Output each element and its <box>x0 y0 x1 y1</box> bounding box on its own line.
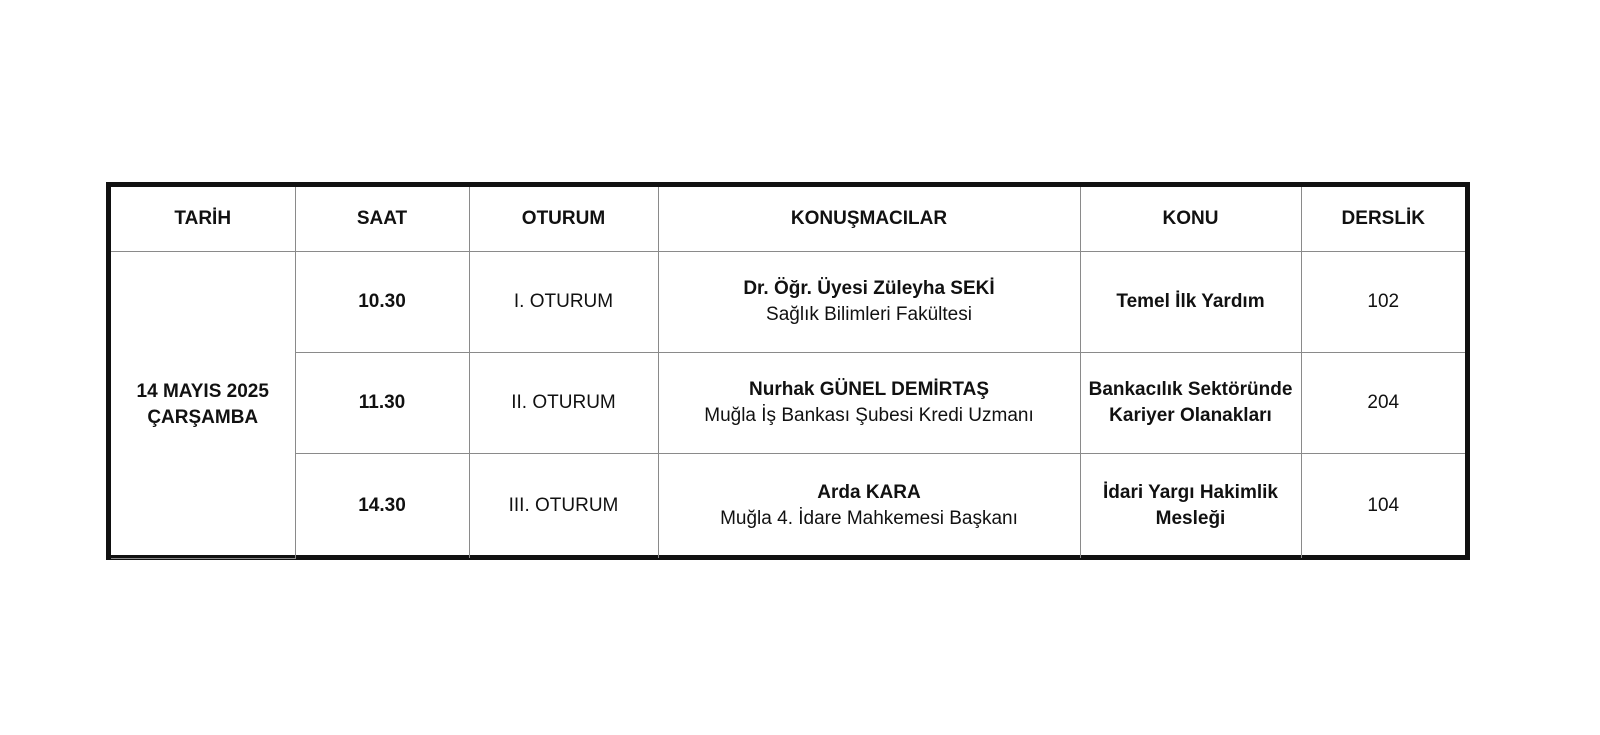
time-cell: 10.30 <box>295 252 469 353</box>
schedule-table-frame <box>106 182 1470 560</box>
classroom-cell: 204 <box>1301 353 1465 454</box>
header-konu: KONU <box>1080 187 1301 252</box>
topic-line: Bankacılık Sektöründe <box>1088 379 1293 400</box>
topic-line: Mesleği <box>1155 508 1226 529</box>
time-cell: 14.30 <box>295 454 469 559</box>
speaker-name: Arda KARA <box>817 482 921 503</box>
topic-line: Kariyer Olanakları <box>1109 405 1272 426</box>
speaker-cell <box>658 353 1080 454</box>
table-row <box>111 454 1465 559</box>
speaker-cell <box>658 454 1080 559</box>
topic-cell <box>1080 353 1301 454</box>
table-row <box>111 252 1465 353</box>
topic-line: Temel İlk Yardım <box>1116 291 1265 312</box>
date-line: 14 MAYIS 2025 <box>136 380 269 402</box>
session-cell: II. OTURUM <box>469 353 658 454</box>
speaker-name: Dr. Öğr. Üyesi Züleyha SEKİ <box>743 278 995 299</box>
speaker-title: Sağlık Bilimleri Fakültesi <box>766 304 972 325</box>
schedule-table <box>111 187 1465 559</box>
session-cell: I. OTURUM <box>469 252 658 353</box>
table-row <box>111 353 1465 454</box>
speaker-name: Nurhak GÜNEL DEMİRTAŞ <box>749 379 989 400</box>
topic-line: İdari Yargı Hakimlik <box>1103 482 1278 503</box>
header-saat: SAAT <box>295 187 469 252</box>
topic-cell <box>1080 454 1301 559</box>
speaker-cell <box>658 252 1080 353</box>
classroom-cell: 102 <box>1301 252 1465 353</box>
speaker-title: Muğla İş Bankası Şubesi Kredi Uzmanı <box>704 405 1034 426</box>
header-row <box>111 187 1465 252</box>
date-cell <box>111 252 295 559</box>
classroom-cell: 104 <box>1301 454 1465 559</box>
speaker-title: Muğla 4. İdare Mahkemesi Başkanı <box>720 508 1018 529</box>
time-cell: 11.30 <box>295 353 469 454</box>
header-derslik: DERSLİK <box>1301 187 1465 252</box>
header-tarih: TARİH <box>111 187 295 252</box>
session-cell: III. OTURUM <box>469 454 658 559</box>
weekday-line: ÇARŞAMBA <box>147 406 259 428</box>
header-oturum: OTURUM <box>469 187 658 252</box>
header-konusmacilar: KONUŞMACILAR <box>658 187 1080 252</box>
topic-cell <box>1080 252 1301 353</box>
